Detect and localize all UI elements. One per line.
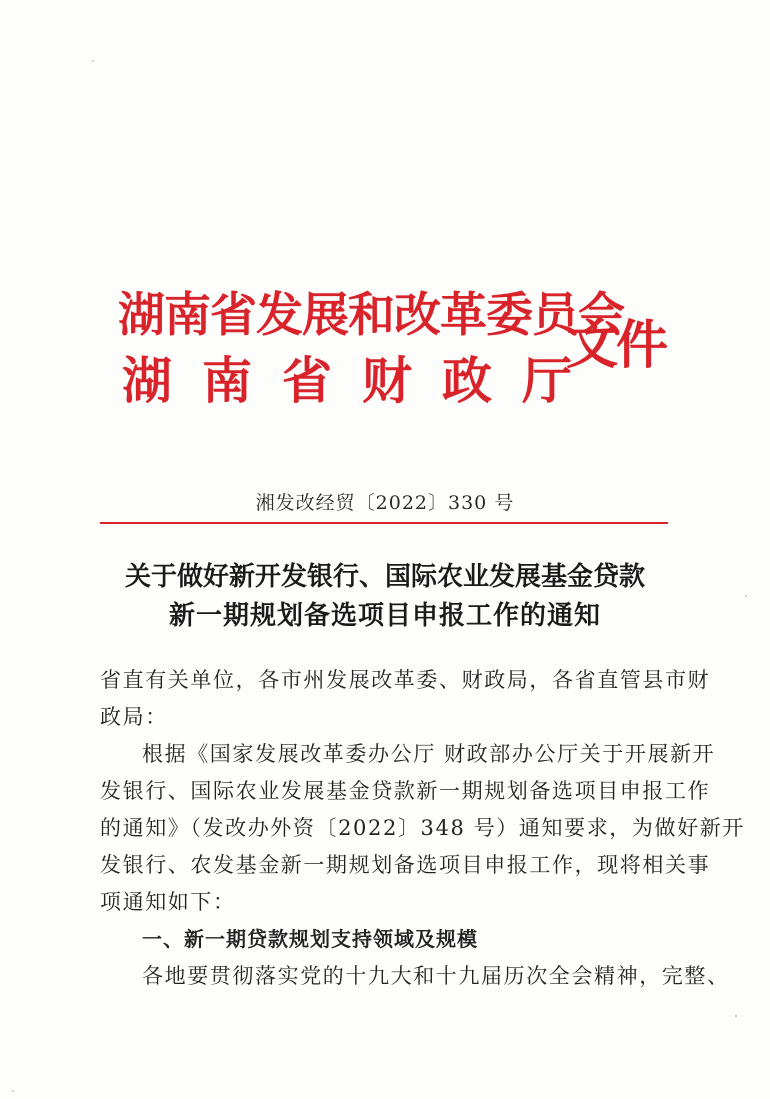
scan-speck: [92, 60, 94, 62]
scan-speck: [12, 1090, 14, 1092]
document-title-line-1: 关于做好新开发银行、国际农业发展基金贷款: [124, 562, 645, 592]
paragraph-line: 根据《国家发展改革委办公厅 财政部办公厅关于开展新开: [142, 742, 716, 766]
addressee-line: 省直有关单位，各市州发展改革委、财政局，各省直管县市财: [100, 668, 711, 692]
issuer-name-development-reform-commission: 湖南省发展和改革委员会: [118, 288, 624, 343]
scan-speck: [735, 1015, 737, 1017]
issuer-name-finance-department: 湖南省财政厅: [122, 351, 602, 410]
addressee-line: 政局：: [100, 705, 168, 729]
paragraph-line: 发银行、农发基金新一期规划备选项目申报工作，现将相关事: [100, 853, 711, 877]
red-separator-line: [100, 522, 668, 524]
document-body: [100, 662, 745, 995]
document-number: 湘发改经贸〔2022〕330 号: [255, 492, 515, 514]
paragraph-line: 发银行、国际农业发展基金贷款新一期规划备选项目申报工作: [100, 779, 711, 803]
paragraph-line: 各地要贯彻落实党的十九大和十九届历次全会精神，完整、: [142, 964, 730, 988]
scan-speck: [745, 595, 747, 597]
paragraph-line: 的通知》（发改办外资〔2022〕348 号）通知要求，为做好新开: [100, 816, 745, 840]
paragraph-line: 项通知如下：: [100, 890, 236, 914]
document-type-label: 文件: [566, 315, 667, 376]
document-title-line-2: 新一期规划备选项目申报工作的通知: [168, 601, 601, 631]
section-heading: 一、新一期贷款规划支持领域及规模: [142, 927, 478, 951]
